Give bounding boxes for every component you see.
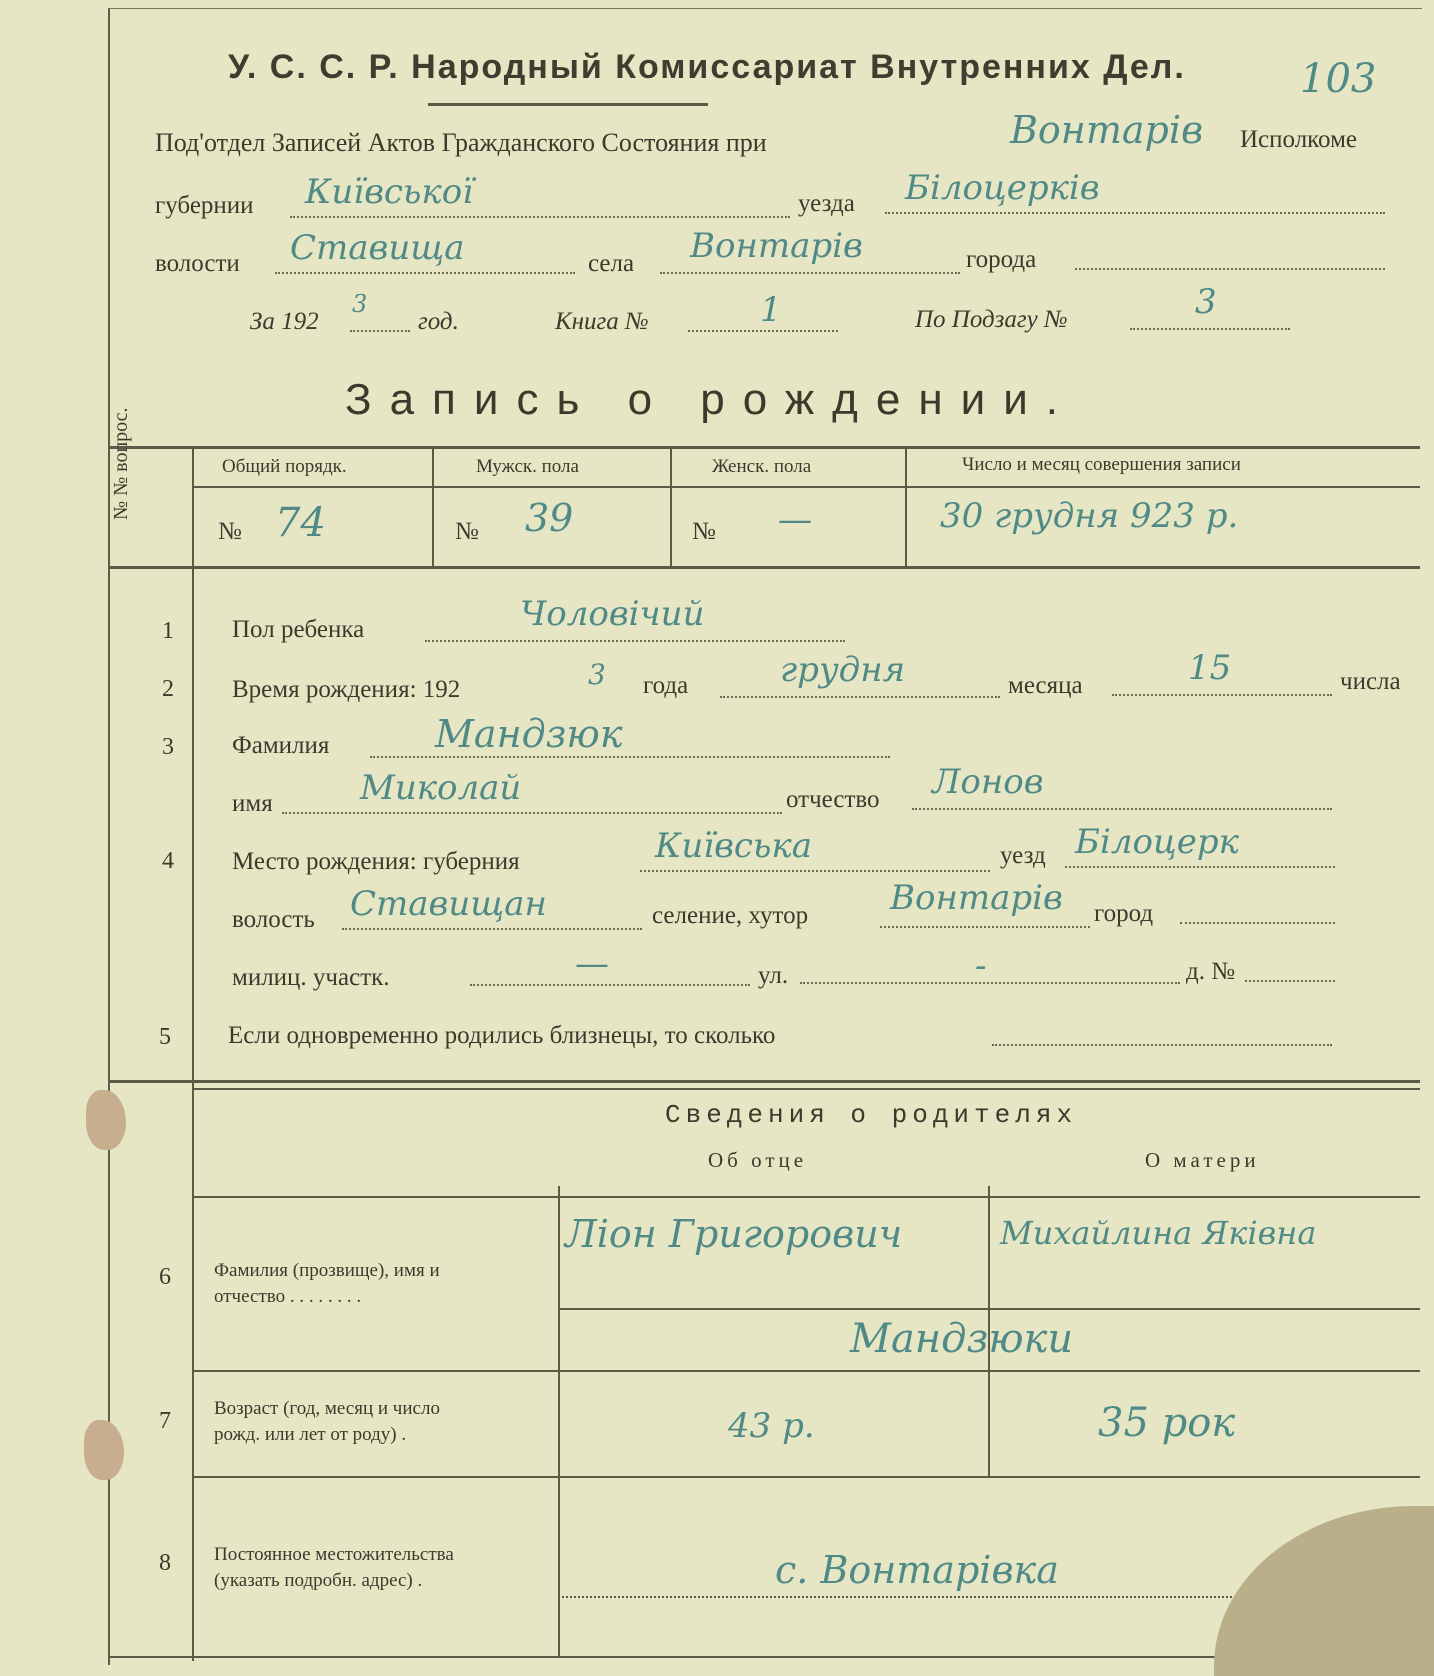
book-line [688,330,838,332]
q2-month-line [720,696,1000,698]
q6-label-1: Фамилия (прозвище), имя и [214,1260,440,1281]
count-divider-1 [432,446,434,566]
questions-bottom-line [110,1080,1420,1083]
q4-volost-value: Ставищан [350,884,547,924]
count-side-divider [192,446,194,1661]
q2-day-label: числа [1340,668,1401,695]
q8-residence-value: с. Вонтарівка [775,1548,1059,1592]
gubernia-label: губернии [155,192,254,219]
q3-value: Мандзюк [435,712,623,756]
general-value: 74 [275,500,326,546]
q3-otch-line [912,808,1332,810]
q4-gub-value: Київська [655,826,813,866]
q3-name-label: имя [232,790,273,817]
general-label: Общий порядк. [222,456,347,477]
q4-volost-label: волость [232,906,315,933]
q4-gorod-line [1180,922,1335,924]
q4-selenie-value: Вонтарів [890,878,1063,918]
subdept-label: Под'отдел Записей Актов Гражданского Состояния при [155,128,767,157]
gorod-line [1075,268,1385,270]
q1-number: 1 [162,618,174,644]
q3-name-value: Миколай [360,768,522,808]
q2-month-value: грудня [780,650,906,690]
count-header-line [192,486,1420,488]
q3-otch-value: Лонов [932,762,1044,802]
q6-father-value: Лiон Григорович [565,1212,903,1256]
q4-ul-value: - [975,946,987,986]
male-label: Мужск. пола [476,456,579,477]
q6-inner-line [558,1308,1420,1310]
uezd-line [885,212,1385,214]
q2-god-label: года [643,672,689,699]
count-divider-3 [905,446,907,566]
q4-uezd-label: уезд [1000,842,1046,869]
q4-uezd-value: Білоцерк [1075,822,1239,862]
q4-milic-label: милиц. участк. [232,964,390,991]
q4-gub-line [640,870,990,872]
q2-day-value: 15 [1188,648,1232,688]
q7-label-2: рожд. или лет от роду) . [214,1424,407,1445]
q4-label: Место рождения: губерния [232,848,520,875]
year-label: За 192 [250,308,319,335]
q3-number: 3 [162,734,174,760]
volost-value: Ставища [290,228,465,268]
page-bottom-line [110,1656,1300,1658]
female-no-symbol: № [692,518,716,545]
year-suffix: год. [418,308,459,335]
female-label: Женск. пола [712,456,812,477]
record-title: Запись о рождении. [345,375,1076,424]
volost-label: волости [155,250,240,277]
q6-bottom-line [192,1370,1420,1372]
title-underline [428,103,708,106]
gubernia-value: Київської [305,172,474,212]
q4-ul-label: ул. [758,962,789,989]
q4-milic-line [470,984,750,986]
gubernia-line [290,216,790,218]
podzag-value: 3 [1195,282,1217,322]
selo-line [660,272,960,274]
q3-label: Фамилия [232,732,330,759]
count-bottom-line [110,566,1420,569]
q1-label: Пол ребенка [232,616,365,643]
q3-line [370,756,890,758]
q7-father-value: 43 р. [728,1406,815,1446]
q2-number: 2 [162,676,174,702]
q6-shared-value: Мандзюки [850,1316,1074,1362]
q8-label-2: (указать подробн. адрес) . [214,1570,423,1591]
podzag-label: По Подзагу № [915,306,1068,333]
q3-name-line [282,812,782,814]
q1-line [425,640,845,642]
father-header: Об отце [708,1148,808,1172]
q2-label: Время рождения: 192 [232,676,461,703]
corner-mark: 103 [1300,56,1377,102]
q4-gorod-label: город [1094,900,1154,927]
q8-inner-line [558,1596,1308,1598]
q7-mother-value: 35 рок [1098,1400,1236,1446]
uezd-label: уезда [798,190,855,217]
subdept-value: Вонтарів [1010,108,1204,152]
parents-header-line [192,1196,1420,1198]
q7-label-1: Возраст (год, месяц и число [214,1398,440,1419]
q6-mother-value: Михайлина Яківна [1000,1214,1317,1252]
q8-label-1: Постоянное местожительства [214,1544,454,1565]
count-top-line [110,446,1420,449]
q7-bottom-line [192,1476,1420,1478]
selo-value: Вонтарів [690,226,863,266]
book-value: 1 [760,290,782,330]
q4-selenie-label: селение, хутор [652,902,809,929]
count-side-label: № № вопрос. [110,407,132,520]
q8-number: 8 [159,1550,171,1576]
female-value: — [778,500,812,540]
q4-uezd-line [1065,866,1335,868]
count-divider-2 [670,446,672,566]
q4-dom-line [1245,980,1335,982]
q2-day-line [1112,694,1332,696]
ispolkom-label: Исполкоме [1240,126,1357,153]
uezd-value: Білоцерків [905,168,1100,208]
date-value: 30 грудня 923 р. [940,496,1239,536]
q2-year-value: 3 [588,658,606,691]
q4-selenie-line [880,926,1090,928]
q5-line [992,1044,1332,1046]
mother-header: О матери [1145,1148,1260,1172]
book-label: Книга № [555,308,649,335]
q5-number: 5 [159,1024,171,1050]
male-value: 39 [525,496,574,540]
q1-value: Чоловічий [520,594,705,634]
date-label: Число и месяц совершения записи [962,454,1241,475]
year-value: 3 [352,290,368,318]
general-no-symbol: № [218,518,242,545]
q4-milic-value: — [575,944,609,984]
questions-bottom-line-2 [192,1088,1420,1090]
gorod-label: города [966,246,1037,273]
q5-label: Если одновременно родились близнецы, то сколько [228,1022,776,1049]
year-line [350,330,410,332]
q4-volost-line [342,928,642,930]
q4-number: 4 [162,848,174,874]
selo-label: села [588,250,635,277]
q3-otch-label: отчество [786,786,880,813]
q4-ul-line [800,982,1180,984]
parents-title: Сведения о родителях [665,1100,1078,1130]
document-title: У. С. С. Р. Народный Комиссариат Внутренних Дел. [228,48,1186,86]
podzag-line [1130,328,1290,330]
q6-label-2: отчество . . . . . . . . [214,1286,362,1307]
q7-number: 7 [159,1408,171,1434]
volost-line [275,272,575,274]
q2-month-label: месяца [1008,672,1083,699]
q6-number: 6 [159,1264,171,1290]
parents-col-divider-1 [558,1186,560,1656]
male-no-symbol: № [455,518,479,545]
q4-dom-label: д. № [1186,958,1236,985]
